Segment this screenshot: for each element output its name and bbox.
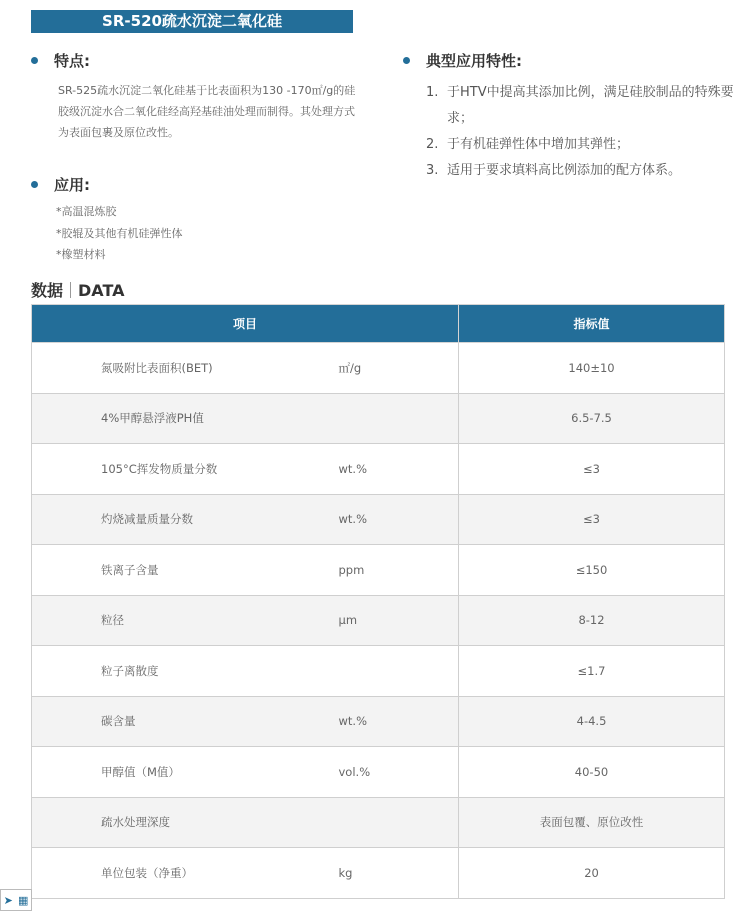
row-value: 表面包覆、原位改性: [459, 797, 725, 848]
list-item: *高温混炼胶: [56, 205, 117, 218]
data-heading-cn: 数据: [31, 281, 64, 300]
divider: [70, 282, 71, 298]
list-text: 于HTV中提高其添加比例，满足硅胶制品的特殊要求；: [447, 85, 734, 126]
list-item: *橡塑材料: [56, 248, 106, 261]
row-value: ≤3: [459, 494, 725, 545]
row-value: 20: [459, 848, 725, 899]
row-item: 粒径: [32, 595, 339, 646]
bullet-dot-icon: [403, 57, 410, 64]
table-row: [32, 747, 725, 798]
list-text: 适用于要求填料高比例添加的配方体系。: [447, 163, 682, 178]
list-text: 于有机硅弹性体中增加其弹性；: [447, 137, 630, 152]
row-value: 40-50: [459, 747, 725, 798]
list-number: 2.: [426, 137, 439, 152]
table-row: [32, 343, 725, 394]
features-text: SR-525疏水沉淀二氧化硅基于比表面积为130 -170㎡/g的硅胶级沉淀水合二氧化硅经高羟基硅油处理而制得。其处理方式为表面包裹及原位改性。: [58, 84, 356, 139]
applications-list: [56, 201, 183, 266]
arrow-icon[interactable]: ➤: [3, 893, 13, 907]
list-item: [426, 132, 736, 158]
data-heading-en: DATA: [78, 281, 125, 300]
row-unit: [339, 646, 459, 697]
grid-icon[interactable]: ▦: [18, 893, 29, 907]
row-value: 8-12: [459, 595, 725, 646]
table-row: [32, 797, 725, 848]
row-unit: ㎡/g: [339, 343, 459, 394]
row-value: 6.5-7.5: [459, 393, 725, 444]
row-unit: vol.%: [339, 747, 459, 798]
row-item: 疏水处理深度: [32, 797, 339, 848]
spec-table: [31, 304, 725, 899]
typical-heading-text: 典型应用特性:: [426, 52, 522, 70]
product-title: SR-520疏水沉淀二氧化硅: [31, 10, 353, 33]
applications-heading: [31, 174, 90, 195]
row-unit: wt.%: [339, 696, 459, 747]
row-item: 粒子离散度: [32, 646, 339, 697]
list-item: [426, 158, 736, 184]
table-row: [32, 393, 725, 444]
row-unit: wt.%: [339, 444, 459, 495]
row-value: 140±10: [459, 343, 725, 394]
row-value: ≤150: [459, 545, 725, 596]
typical-list: [426, 80, 736, 184]
corner-widget[interactable]: [0, 889, 32, 911]
row-unit: kg: [339, 848, 459, 899]
header-item: 项目: [32, 305, 459, 343]
features-heading-text: 特点:: [54, 52, 90, 70]
bullet-dot-icon: [31, 181, 38, 188]
row-value: 4-4.5: [459, 696, 725, 747]
table-row: [32, 696, 725, 747]
row-unit: ppm: [339, 545, 459, 596]
header-value: 指标值: [459, 305, 725, 343]
bullet-dot-icon: [31, 57, 38, 64]
row-value: ≤1.7: [459, 646, 725, 697]
list-item: *胶辊及其他有机硅弹性体: [56, 226, 183, 240]
list-number: 3.: [426, 163, 439, 178]
row-item: 甲醇值（M值）: [32, 747, 339, 798]
row-unit: [339, 797, 459, 848]
features-heading: [31, 50, 90, 71]
table-row: [32, 494, 725, 545]
row-value: ≤3: [459, 444, 725, 495]
typical-heading: [403, 50, 522, 71]
row-item: 105°C挥发物质量分数: [32, 444, 339, 495]
table-header-row: [32, 305, 725, 343]
row-item: 氮吸附比表面积(BET): [32, 343, 339, 394]
list-number: 1.: [426, 85, 439, 100]
data-section-heading: [31, 278, 125, 301]
row-item: 碳含量: [32, 696, 339, 747]
list-item: [426, 80, 736, 132]
row-unit: wt.%: [339, 494, 459, 545]
table-row: [32, 595, 725, 646]
row-item: 灼烧减量质量分数: [32, 494, 339, 545]
row-item: 单位包装（净重）: [32, 848, 339, 899]
table-row: [32, 848, 725, 899]
row-item: 4%甲醇悬浮液PH值: [32, 393, 339, 444]
row-unit: [339, 393, 459, 444]
applications-heading-text: 应用:: [54, 176, 90, 194]
table-row: [32, 545, 725, 596]
row-item: 铁离子含量: [32, 545, 339, 596]
row-unit: μm: [339, 595, 459, 646]
table-row: [32, 444, 725, 495]
table-row: [32, 646, 725, 697]
